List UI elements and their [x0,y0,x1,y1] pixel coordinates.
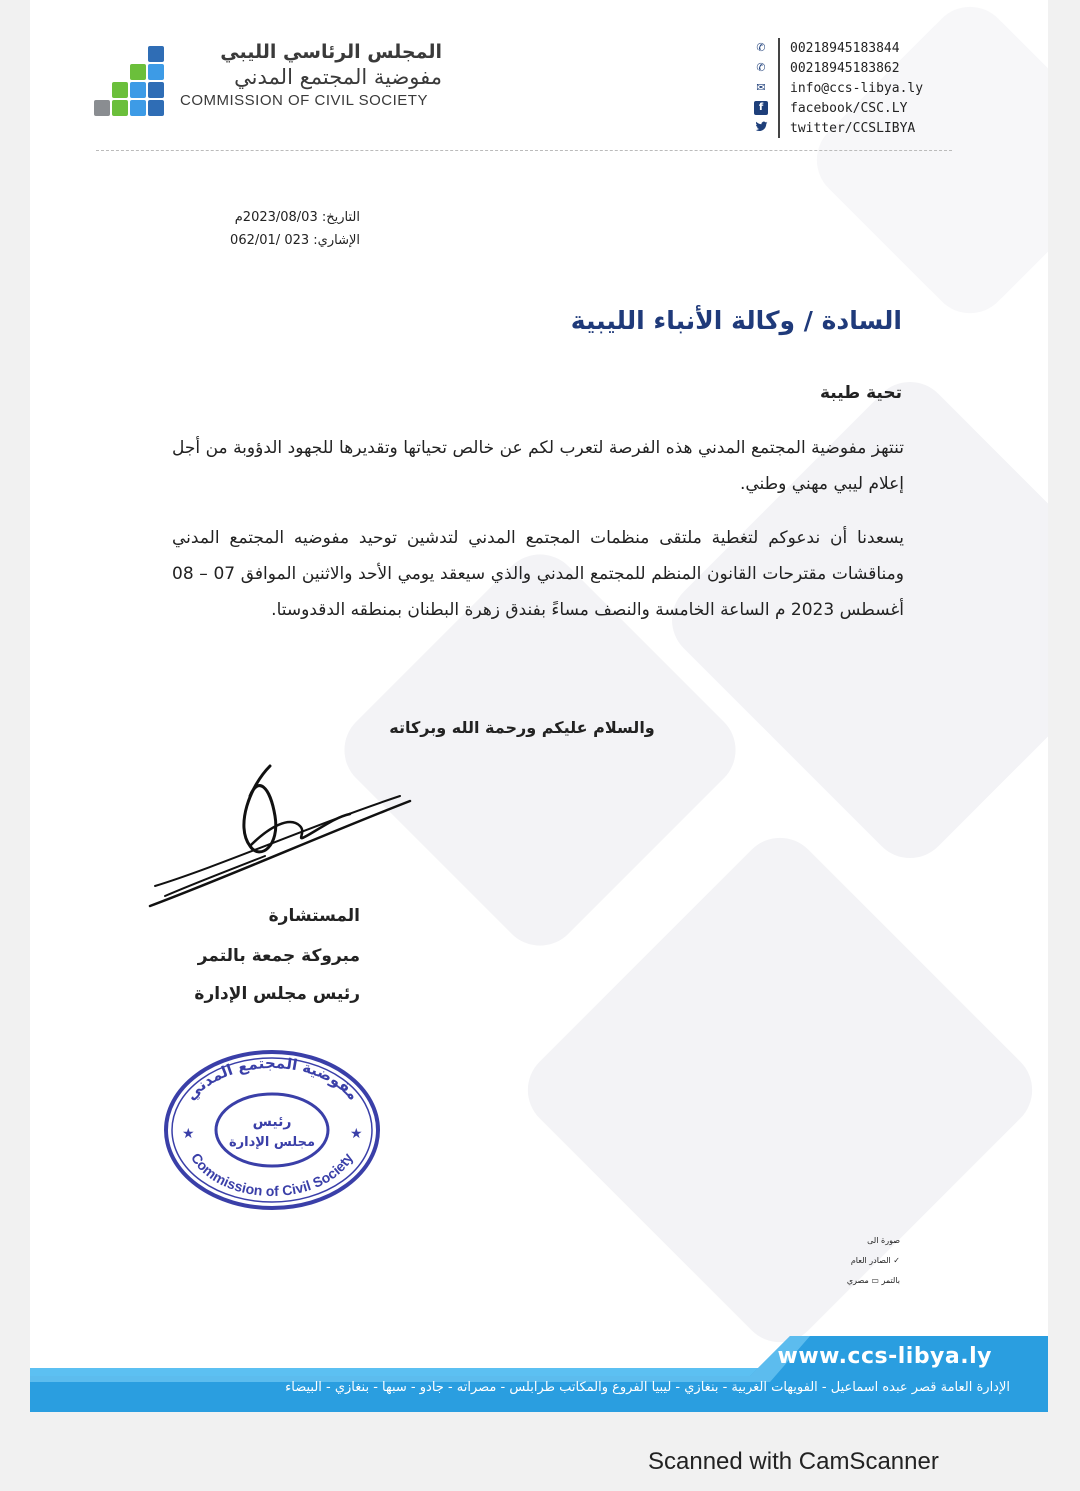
greeting: تحية طيبة [819,383,902,403]
paragraph-1: تنتهز مفوضية المجتمع المدني هذه الفرصة لتعرب لكم عن خالص تحياتها وتقديرها للجهود الدؤوبة من أجل إعلام ليبي مهني وطني. [172,438,904,494]
contact-phone-2: 00218945183862 [790,60,900,76]
letter-page [30,0,1048,1412]
header-divider [96,150,952,151]
org-name-en: COMMISSION OF CIVIL SOCIETY [180,92,428,109]
mail-icon: ✉ [756,81,766,94]
phone-icon: ✆ [756,41,766,54]
contact-row [756,78,1010,98]
closing-line: والسلام عليكم ورحمة الله وبركاته [389,718,655,737]
stamp-center-line1: رئيس [252,1114,292,1130]
signatory-position: رئيس مجلس الإدارة [194,984,360,1004]
contact-row [756,58,1010,78]
organization-name [180,40,442,111]
contact-list [756,38,1010,138]
contact-phone-1: 00218945183844 [790,40,900,56]
facebook-icon: f [754,101,768,115]
handwritten-signature [140,756,420,916]
copies-label: صورة الى [867,1236,900,1245]
stamp-star-icon: ★ [182,1126,195,1142]
paragraph-2: يسعدنا أن ندعوكم لتغطية ملتقى منظمات المجتمع المدني لتدشين توحيد مفوضيه المجتمع المدني ومناقشات مقترحات القانون المنظم للمجتمع المدني والذي سيعقد يومي الأحد والاثنين الموافق 07 – 08 أغسطس 2023 م الساعة الخامسة والنصف مساءً بفندق زهرة البطنان بمنطقه الدقدوستا. [172,528,904,620]
contact-facebook: facebook/CSC.LY [790,100,908,116]
letter-date: التاريخ: 2023/08/03م [234,210,360,225]
website-url: www.ccs-libya.ly [777,1344,992,1369]
org-name-ar-line2: مفوضية المجتمع المدني [234,65,442,89]
scanner-watermark: Scanned with CamScanner [648,1448,939,1475]
stamp-top-text: مفوضية المجتمع المدني [181,1053,363,1104]
stamp-center-line2: مجلس الإدارة [228,1135,316,1150]
check-icon: ✓ [890,1256,900,1265]
addressee: السادة / وكالة الأنباء الليبية [570,306,902,335]
contact-email: info@ccs-libya.ly [790,80,924,96]
letter-reference: الإشاري: 023 /062/01 [230,233,360,248]
twitter-icon [754,121,768,135]
stamp-star-icon: ★ [350,1126,363,1142]
contact-twitter: twitter/CCSLIBYA [790,120,916,136]
contact-row [756,38,1010,58]
computer-icon: ▭ [871,1276,879,1285]
phone-icon: ✆ [756,61,766,74]
copies-line-2: بالتمر ▭ مصري [846,1276,900,1285]
contact-row [758,98,1010,118]
stamp-bottom-text: Commission of Civil Society [187,1149,356,1200]
signatory-name: مبروكة جمعة بالتمر [197,946,360,966]
contact-row [780,118,1010,138]
commission-logo-icon [100,46,170,116]
copies-line-1: ✓ الصادر العام [850,1256,900,1265]
signatory-title: المستشارة [268,906,360,926]
official-stamp [160,1046,384,1214]
branches-address: الإدارة العامة قصر عبده اسماعيل - الفويهات الغربية - بنغازي - ليبيا الفروع والمكاتب طرابلس - مصراته - جادو - سبها - بنغازي - البيضاء [285,1380,1010,1395]
svg-text:Commission of Civil Society [188,1150,356,1199]
svg-text:مفوضية المجتمع المدني [182,1054,362,1104]
org-name-ar-line1: المجلس الرئاسي الليبي [220,41,442,63]
